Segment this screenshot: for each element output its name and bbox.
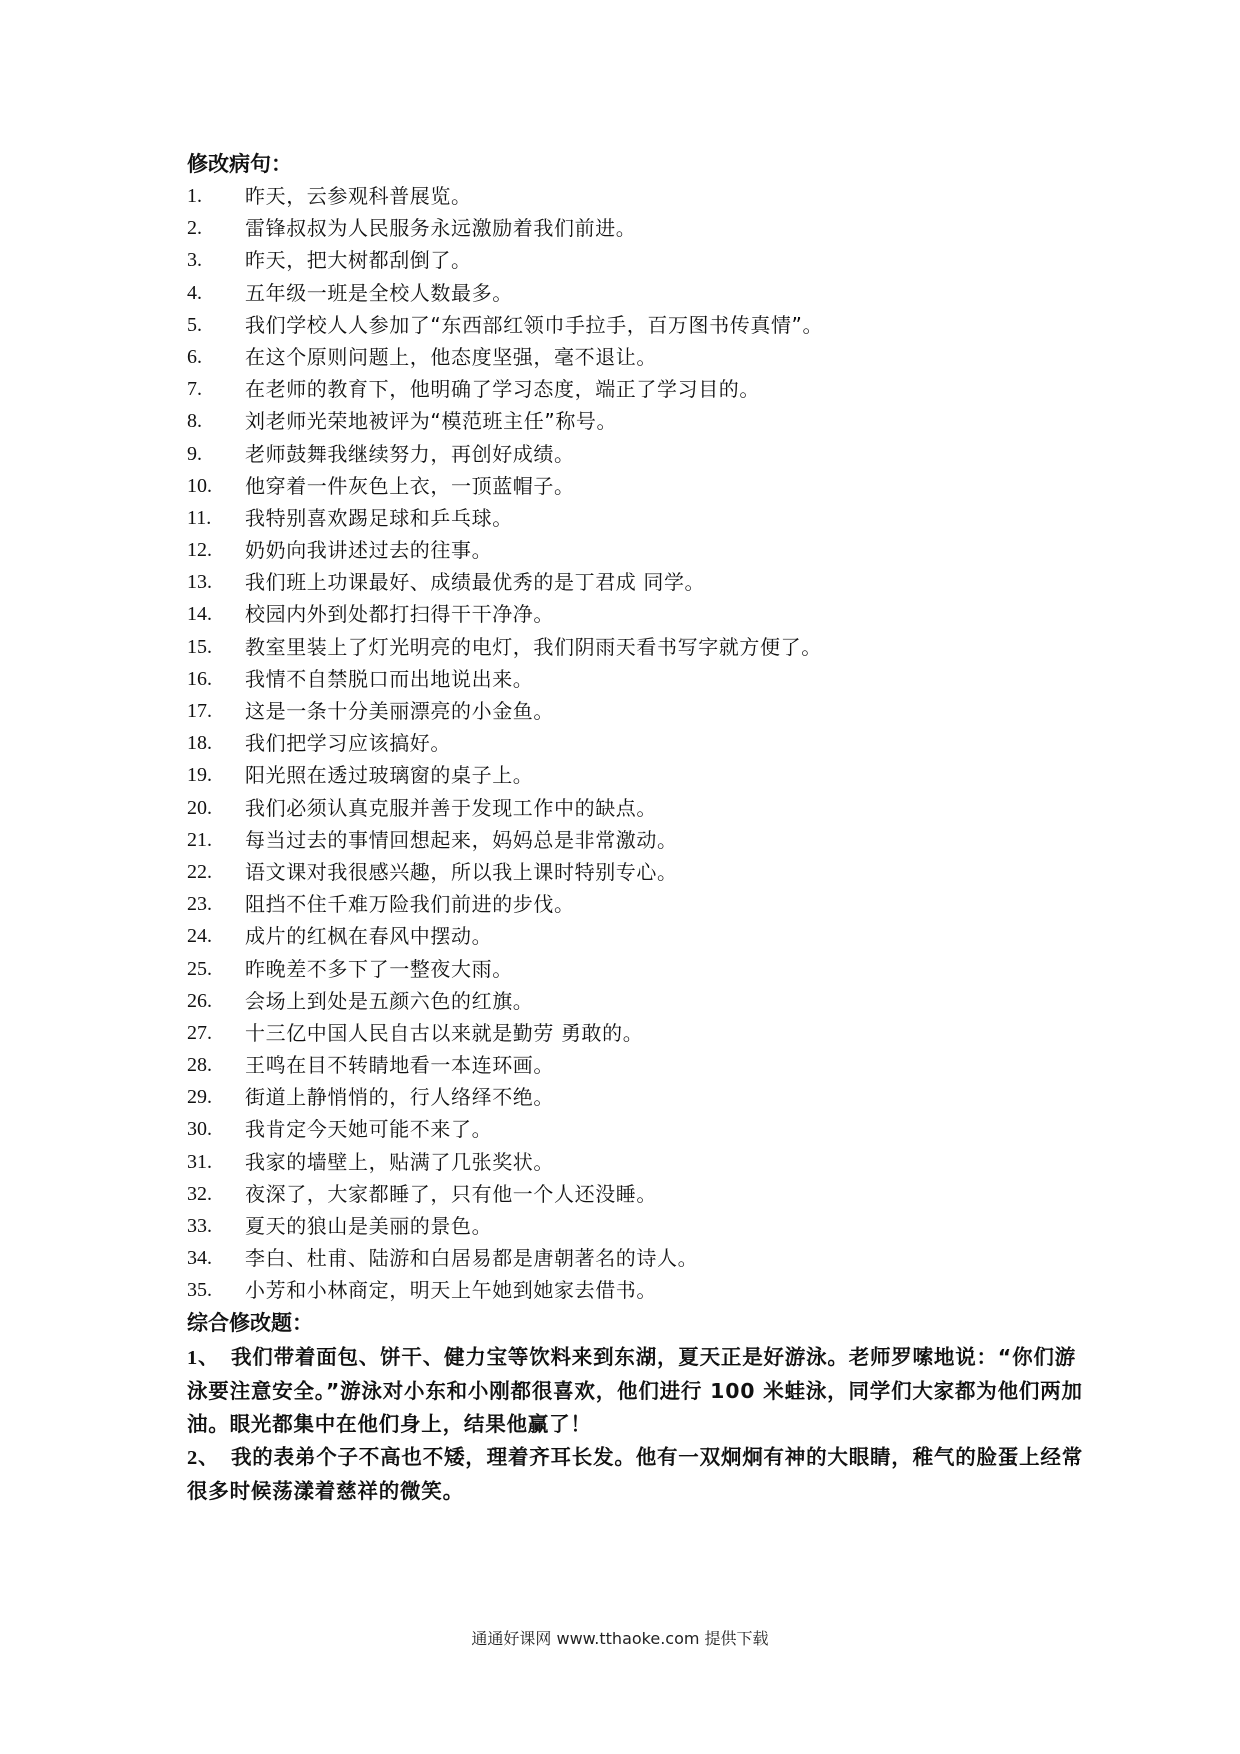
- list-item: [187, 502, 1087, 534]
- list-item: [187, 212, 1087, 244]
- item-number: 15.: [187, 635, 212, 658]
- list-item: [187, 631, 1087, 663]
- list-item: [187, 985, 1087, 1017]
- list-item: [187, 341, 1087, 373]
- problem-text: 我们带着面包、饼干、健力宝等饮料来到东湖，夏天正是好游泳。老师罗嗦地说：“你们游泳要注意安全。”游泳对小东和小刚都很喜欢，他们进行 100 米蛙泳，同学们大家都为他们两加油。眼光都集中在他们身上，结果他赢了！: [187, 1344, 1083, 1436]
- list-item: [187, 1242, 1087, 1274]
- item-number: 3.: [187, 249, 202, 272]
- list-item: [187, 727, 1087, 759]
- item-number: 30.: [187, 1118, 212, 1141]
- list-item: [187, 277, 1087, 309]
- item-number: 7.: [187, 378, 202, 401]
- problem-number: 1、: [187, 1346, 220, 1369]
- section-title-comprehensive-correction: 综合修改题：: [187, 1310, 313, 1335]
- document-content: [187, 148, 1087, 1508]
- list-item: [187, 534, 1087, 566]
- item-number: 5.: [187, 313, 202, 336]
- problem-paragraph: [187, 1341, 1087, 1441]
- item-text: 十三亿中国人民自古以来就是勤劳 勇敢的。: [245, 1020, 644, 1045]
- list-item: [187, 792, 1087, 824]
- item-text: 王鸣在目不转睛地看一本连环画。: [245, 1053, 554, 1078]
- item-number: 25.: [187, 957, 212, 980]
- list-item: [187, 1210, 1087, 1242]
- list-item: [187, 759, 1087, 791]
- item-number: 11.: [187, 506, 212, 529]
- item-text: 我们班上功课最好、成绩最优秀的是丁君成 同学。: [245, 570, 706, 595]
- list-item: [187, 470, 1087, 502]
- list-item: [187, 405, 1087, 437]
- list-item: [187, 180, 1087, 212]
- problem-paragraph: [187, 1441, 1087, 1508]
- item-text: 校园内外到处都打扫得干干净净。: [245, 602, 554, 627]
- item-number: 16.: [187, 667, 212, 690]
- item-text: 教室里装上了灯光明亮的电灯，我们阴雨天看书写字就方便了。: [245, 634, 822, 659]
- item-text: 小芳和小林商定，明天上午她到她家去借书。: [245, 1278, 657, 1303]
- item-number: 10.: [187, 474, 212, 497]
- list-item: [187, 1178, 1087, 1210]
- item-text: 我们必须认真克服并善于发现工作中的缺点。: [245, 795, 657, 820]
- item-text: 昨天，把大树都刮倒了。: [245, 248, 472, 273]
- item-text: 成片的红枫在春风中摆动。: [245, 924, 493, 949]
- item-text: 语文课对我很感兴趣，所以我上课时特别专心。: [245, 859, 678, 884]
- sentence-list: [187, 180, 1087, 1307]
- item-text: 我家的墙壁上，贴满了几张奖状。: [245, 1149, 554, 1174]
- item-text: 我们学校人人参加了“东西部红领巾手拉手，百万图书传真情”。: [245, 312, 824, 337]
- item-number: 24.: [187, 925, 212, 948]
- item-number: 26.: [187, 989, 212, 1012]
- problem-list: [187, 1341, 1087, 1508]
- item-number: 19.: [187, 764, 212, 787]
- item-number: 4.: [187, 281, 202, 304]
- item-number: 33.: [187, 1215, 212, 1237]
- item-number: 17.: [187, 700, 212, 722]
- item-number: 18.: [187, 732, 212, 755]
- item-number: 27.: [187, 1021, 212, 1044]
- item-number: 23.: [187, 893, 212, 916]
- item-text: 我肯定今天她可能不来了。: [245, 1117, 493, 1142]
- item-text: 会场上到处是五颜六色的红旗。: [245, 988, 534, 1013]
- item-text: 雷锋叔叔为人民服务永远激励着我们前进。: [245, 216, 637, 241]
- item-text: 夏天的狼山是美丽的景色。: [245, 1214, 493, 1238]
- item-text: 昨晚差不多下了一整夜大雨。: [245, 956, 513, 981]
- item-number: 13.: [187, 571, 212, 594]
- list-item: [187, 663, 1087, 695]
- item-number: 29.: [187, 1086, 212, 1109]
- item-text: 五年级一班是全校人数最多。: [245, 280, 513, 305]
- list-item: [187, 920, 1087, 952]
- item-number: 35.: [187, 1279, 212, 1302]
- item-text: 阻挡不住千难万险我们前进的步伐。: [245, 892, 575, 917]
- list-item: [187, 598, 1087, 630]
- list-item: [187, 1146, 1087, 1178]
- item-text: 夜深了，大家都睡了，只有他一个人还没睡。: [245, 1181, 657, 1206]
- item-number: 8.: [187, 410, 202, 433]
- list-item: [187, 1017, 1087, 1049]
- item-text: 我特别喜欢踢足球和乒乓球。: [245, 505, 513, 530]
- list-item: [187, 1049, 1087, 1081]
- list-item: [187, 309, 1087, 341]
- list-item: [187, 824, 1087, 856]
- item-text: 在这个原则问题上，他态度坚强，毫不退让。: [245, 344, 657, 369]
- item-number: 6.: [187, 345, 202, 368]
- item-text: 我们把学习应该搞好。: [245, 731, 451, 756]
- list-item: [187, 1113, 1087, 1145]
- list-item: [187, 856, 1087, 888]
- item-text: 他穿着一件灰色上衣，一顶蓝帽子。: [245, 473, 575, 498]
- item-number: 1.: [187, 185, 202, 207]
- item-text: 街道上静悄悄的，行人络绎不绝。: [245, 1085, 554, 1110]
- problem-text: 我的表弟个子不高也不矮，理着齐耳长发。他有一双炯炯有神的大眼睛，稚气的脸蛋上经常很多时候荡漾着慈祥的微笑。: [187, 1444, 1083, 1503]
- item-text: 阳光照在透过玻璃窗的桌子上。: [245, 763, 534, 788]
- item-number: 22.: [187, 860, 212, 883]
- item-number: 2.: [187, 217, 202, 240]
- item-number: 28.: [187, 1054, 212, 1077]
- list-item: [187, 953, 1087, 985]
- problem-number: 2、: [187, 1446, 220, 1469]
- item-text: 老师鼓舞我继续努力，再创好成绩。: [245, 441, 575, 466]
- section-title-sentence-correction: 修改病句：: [187, 152, 292, 176]
- item-number: 32.: [187, 1182, 212, 1205]
- item-number: 14.: [187, 603, 212, 626]
- list-item: [187, 566, 1087, 598]
- list-item: [187, 244, 1087, 276]
- list-item: [187, 888, 1087, 920]
- list-item: [187, 1274, 1087, 1306]
- item-number: 20.: [187, 796, 212, 819]
- list-item: [187, 438, 1087, 470]
- item-number: 9.: [187, 442, 202, 465]
- item-text: 李白、杜甫、陆游和白居易都是唐朝著名的诗人。: [245, 1246, 699, 1271]
- page-footer: 通通好课网 www.tthaoke.com 提供下载: [471, 1629, 769, 1648]
- item-number: 31.: [187, 1150, 212, 1173]
- item-text: 昨天，云参观科普展览。: [245, 184, 472, 208]
- item-text: 这是一条十分美丽漂亮的小金鱼。: [245, 699, 554, 723]
- item-number: 21.: [187, 828, 212, 851]
- list-item: [187, 1081, 1087, 1113]
- list-item: [187, 695, 1087, 727]
- item-text: 我情不自禁脱口而出地说出来。: [245, 666, 534, 691]
- item-number: 34.: [187, 1247, 212, 1270]
- list-item: [187, 373, 1087, 405]
- item-number: 12.: [187, 539, 212, 562]
- item-text: 在老师的教育下，他明确了学习态度，端正了学习目的。: [245, 377, 760, 402]
- item-text: 刘老师光荣地被评为“模范班主任”称号。: [245, 409, 618, 434]
- item-text: 奶奶向我讲述过去的往事。: [245, 538, 493, 563]
- item-text: 每当过去的事情回想起来，妈妈总是非常激动。: [245, 827, 678, 852]
